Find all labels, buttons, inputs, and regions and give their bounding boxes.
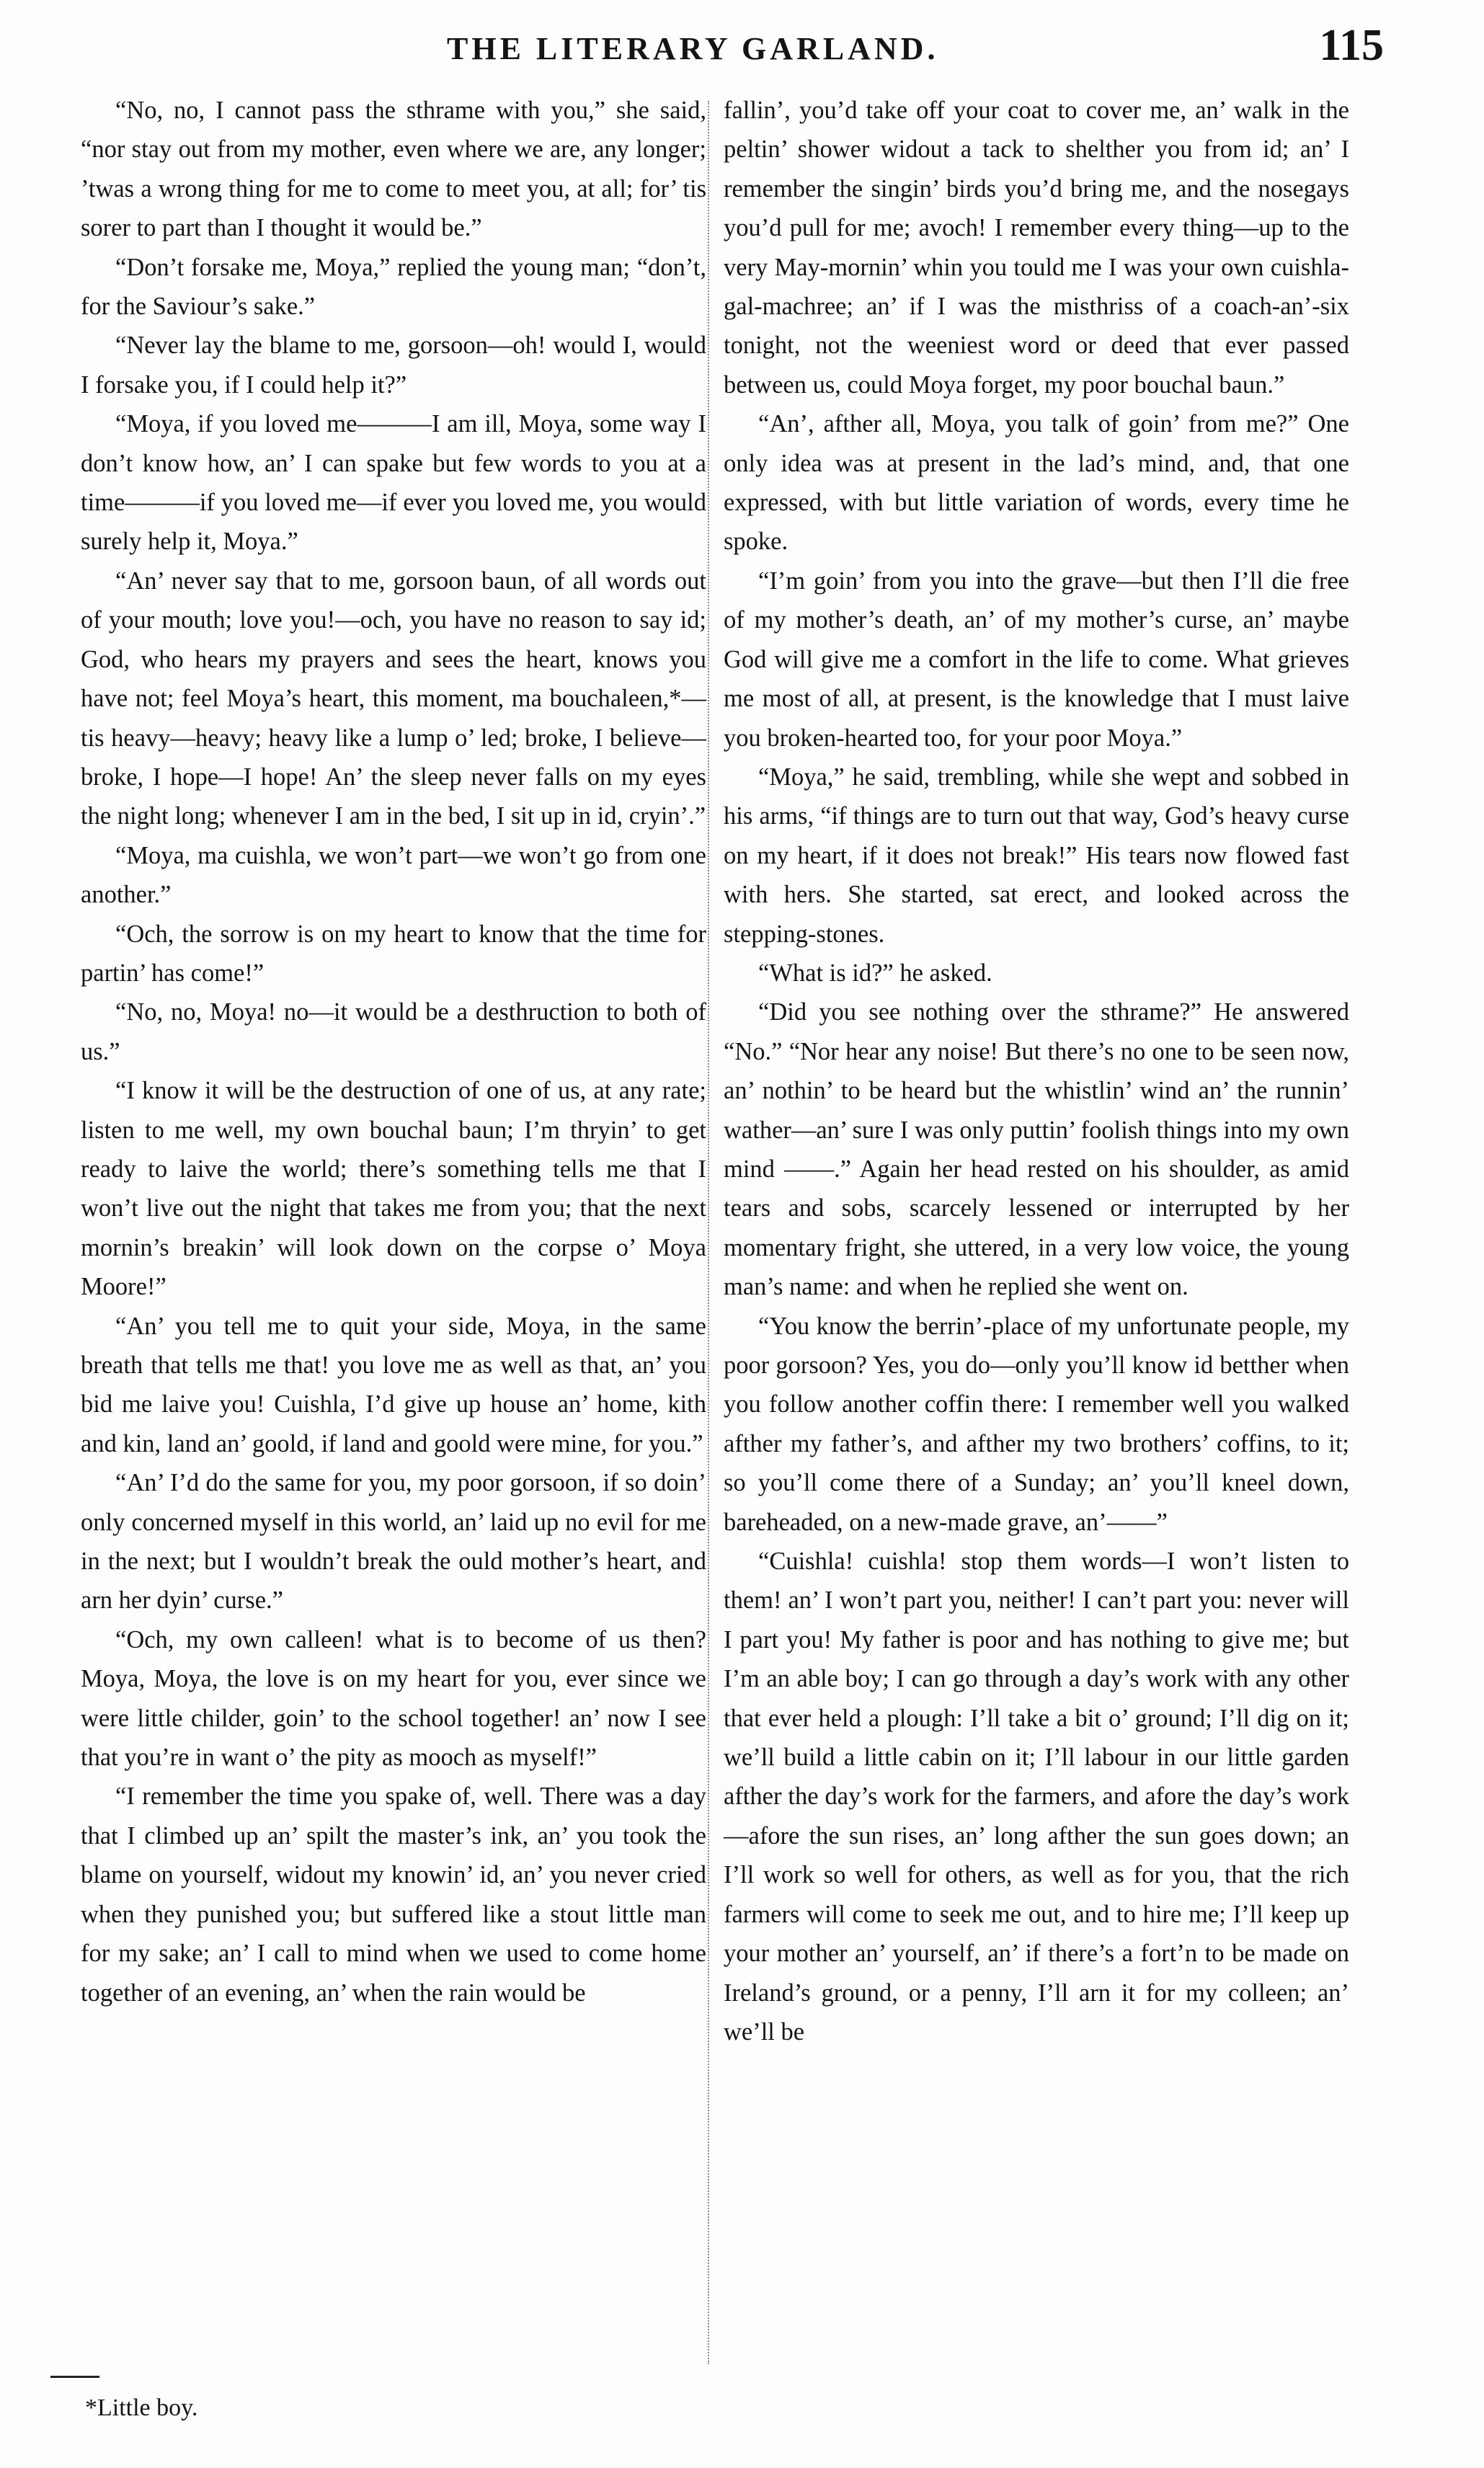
paragraph: fallin’, you’d take off your coat to cover me, an’ walk in the peltin’ shower widout a tack to shelther you from id; an’ I remember the singin’ birds you’d bring me, and the nosegays you’d pull for me; avoch! I remember every thing—up to the very May-mornin’ whin you tould me I was your own cuishla-gal-machree; an’ if I was the misthriss of a coach-an’-six tonight, not the weeniest word or deed that ever passed between us, could Moya forget, my poor bouchal baun.” xyxy=(724,97,1349,399)
paragraph: “Don’t forsake me, Moya,” replied the young man; “don’t, for the Saviour’s sake.” xyxy=(81,253,706,321)
column-divider xyxy=(708,101,709,2364)
paragraph: “Moya, ma cuishla, we won’t part—we won’t go from one another.” xyxy=(81,841,706,909)
paragraph: “An’ you tell me to quit your side, Moya, in the same breath that tells me that! you love me as well as that, an’ you bid me laive you! Cuishla, I’d give up house an’ home, kith and kin, land an’ goold, if land and goold were mine, for you.” xyxy=(81,1312,706,1457)
paragraph: “Moya,” he said, trembling, while she wept and sobbed in his arms, “if things are to turn out that way, God’s heavy curse on my heart, if it does not break!” His tears now flowed fast with hers. She started, sat erect, and looked across the stepping-stones. xyxy=(724,763,1349,948)
paragraph: “You know the berrin’-place of my unfortunate people, my poor gorsoon? Yes, you do—only you’ll know id betther when you follow another coffin there: I remember well you walked afther my father’s, and afther my two brothers’ coffins, to it; so you’ll come there of a Sunday; an’ you’ll kneel down, bareheaded, on a new-made grave, an’——” xyxy=(724,1312,1349,1536)
paragraph: “What is id?” he asked. xyxy=(758,959,992,987)
paragraph: “Och, the sorrow is on my heart to know that the time for partin’ has come!” xyxy=(81,920,706,987)
page-header xyxy=(58,20,1398,71)
paragraph: “Did you see nothing over the sthrame?” He answered “No.” “Nor hear any noise! But there’s no one to be seen now, an’ nothin’ to be heard but the whistlin’ wind an’ the runnin’ wather—an’ sure I was only puttin’ foolish things into my own mind ——.” Again her head rested on his shoulder, as amid tears and sobs, scarcely lessened or interrupted by her momentary fright, she uttered, in a very low voice, the young man’s name: and when he replied she went on. xyxy=(724,998,1349,1301)
paragraph: “I know it will be the destruction of one of us, at any rate; listen to me well, my own bouchal baun; I’m thryin’ to get ready to laive the world; there’s something tells me that I won’t live out the night that takes me from you; that the next mornin’s breakin’ will look down on the corpse o’ Moya Moore!” xyxy=(81,1077,706,1301)
left-column xyxy=(81,91,706,2012)
paragraph: “An’ I’d do the same for you, my poor gorsoon, if so doin’ only concerned myself in this world, an’ laid up no evil for me in the next; but I wouldn’t break the ould mother’s heart, and arn her dyin’ curse.” xyxy=(81,1469,706,1615)
paragraph: “No, no, Moya! no—it would be a desthruction to both of us.” xyxy=(81,998,706,1065)
paragraph: “Never lay the blame to me, gorsoon—oh! would I, would I forsake you, if I could help it?” xyxy=(81,332,706,399)
paragraph: “No, no, I cannot pass the sthrame with you,” she said, “nor stay out from my mother, even where we are, any longer; ’twas a wrong thing for me to come to meet you, at all; for’ tis sorer to part than I thought it would be.” xyxy=(81,97,706,242)
paragraph: “An’, afther all, Moya, you talk of goin’ from me?” One only idea was at present in the lad’s mind, and, that one expressed, with but little variation of words, every time he spoke. xyxy=(724,410,1349,556)
page-number: 115 xyxy=(1319,21,1384,70)
running-title: THE LITERARY GARLAND. xyxy=(447,31,939,66)
paragraph: “An’ never say that to me, gorsoon baun, of all words out of your mouth; love you!—och, you have no reason to say id; God, who hears my prayers and sees the heart, knows you have not; feel Moya’s heart, this moment, ma bouchaleen,*—tis heavy—heavy; heavy like a lump o’ led; broke, I believe—broke, I hope—I hope! An’ the sleep never falls on my eyes the night long; whenever I am in the bed, I sit up in id, cryin’.” xyxy=(81,567,706,830)
paragraph: “Och, my own calleen! what is to become of us then? Moya, Moya, the love is on my heart for you, ever since we were little childer, goin’ to the school together! an’ now I see that you’re in want o’ the pity as mooch as myself!” xyxy=(81,1625,706,1772)
paragraph: “Cuishla! cuishla! stop them words—I won’t listen to them! an’ I won’t part you, neither! I can’t part you: never will I part you! My father is poor and has nothing to give me; but I’m an able boy; I can go through a day’s work with any other that ever held a plough: I’ll take a bit o’ ground; I’ll dig on it; we’ll build a little cabin on it; I’ll labour in our little garden afther the day’s work for the farmers, and afore the day’s work—afore the sun rises, an’ long afther the sun goes down; an I’ll work so well for others, as well as for you, that the rich farmers will come to seek me out, and to hire me; I’ll keep up your mother an’ yourself, an’ if there’s a fort’n to be made on Ireland’s ground, or a penny, I’ll arn it for my colleen; an’ we’ll be xyxy=(724,1548,1349,2046)
paragraph: “I remember the time you spake of, well. There was a day that I climbed up an’ spilt the master’s ink, an’ you took the blame on yourself, widout my knowin’ id, an’ you never cried when they punished you; but suffered like a stout little man for my sake; an’ I call to mind when we used to come home together of an evening, an’ when the rain would be xyxy=(81,1783,706,2007)
paragraph: “Moya, if you loved me———I am ill, Moya, some way I don’t know how, an’ I can spake but few words to you at a time———if you loved me—if ever you loved me, you would surely help it, Moya.” xyxy=(81,410,706,556)
paragraph: “I’m goin’ from you into the grave—but then I’ll die free of my mother’s death, an’ of my mother’s curse, an’ maybe God will give me a comfort in the life to come. What grieves me most of all, at present, is the knowledge that I must laive you broken-hearted too, for your poor Moya.” xyxy=(724,567,1349,752)
footnote: *Little boy. xyxy=(85,2394,198,2421)
right-column xyxy=(724,91,1349,2051)
footnote-rule xyxy=(50,2376,99,2378)
